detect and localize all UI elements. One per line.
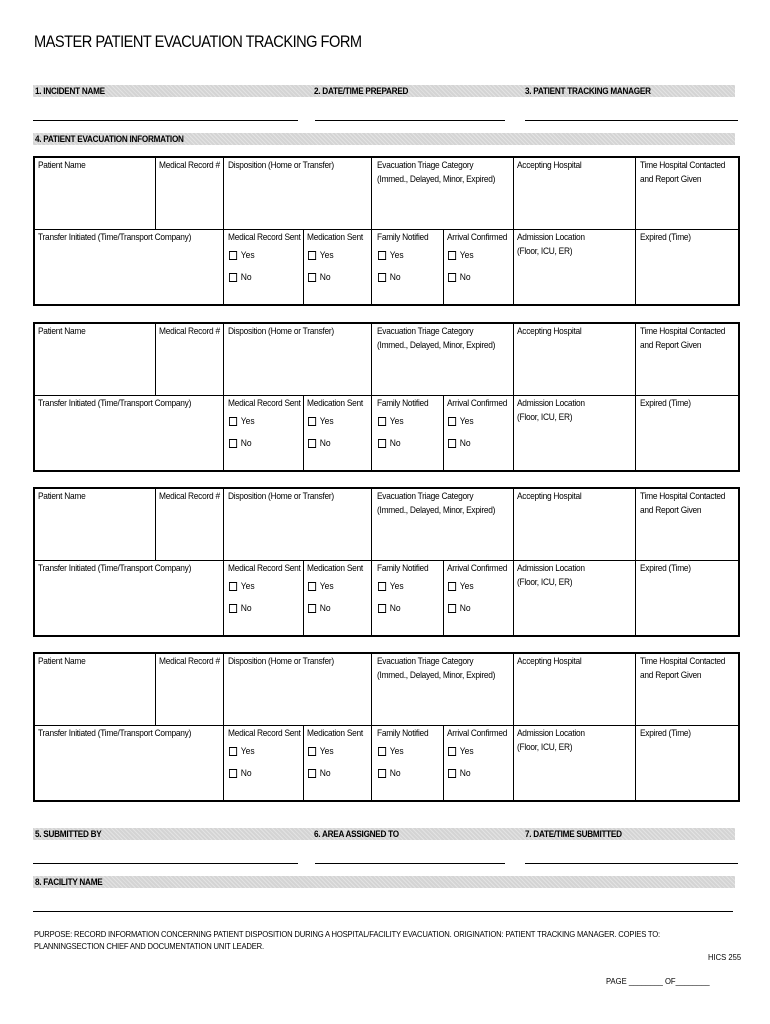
checkbox-label: No	[240, 768, 252, 779]
checkbox-icon[interactable]	[229, 251, 237, 260]
arrival-confirmed-yes-checkbox[interactable]	[448, 581, 474, 592]
form-title: MASTER PATIENT EVACUATION TRACKING FORM	[34, 32, 362, 51]
medical-record-sent-label: Medical Record Sent	[228, 728, 301, 739]
column-divider	[513, 561, 514, 635]
admission-location-label: Admission Location	[517, 563, 585, 574]
checkbox-icon[interactable]	[229, 604, 237, 613]
checkbox-label: Yes	[389, 416, 404, 427]
report-given-label: and Report Given	[640, 670, 702, 681]
column-divider	[513, 726, 514, 800]
family-notified-yes-checkbox[interactable]	[378, 746, 404, 757]
report-given-label: and Report Given	[640, 174, 702, 185]
column-divider	[155, 324, 156, 395]
medical-record-sent-no-checkbox[interactable]	[229, 768, 252, 779]
admission-location-options: (Floor, ICU, ER)	[517, 246, 573, 257]
medical-record-sent-no-checkbox[interactable]	[229, 438, 252, 449]
column-divider	[443, 726, 444, 800]
patient-row-1	[35, 158, 738, 230]
patient-block-3	[33, 487, 740, 637]
medical-record-sent-no-checkbox[interactable]	[229, 272, 252, 283]
column-divider	[513, 396, 514, 470]
arrival-confirmed-no-checkbox[interactable]	[448, 438, 471, 449]
arrival-confirmed-label: Arrival Confirmed	[447, 563, 508, 574]
checkbox-label: Yes	[319, 250, 334, 261]
date-time-submitted-label: 7. DATE/TIME SUBMITTED	[525, 829, 622, 840]
checkbox-label: Yes	[319, 581, 334, 592]
checkbox-icon[interactable]	[448, 273, 456, 282]
column-divider	[513, 489, 514, 560]
checkbox-label: Yes	[459, 250, 474, 261]
column-divider	[371, 726, 372, 800]
expired-time-label: Expired (Time)	[640, 728, 691, 739]
medication-sent-yes-checkbox[interactable]	[308, 746, 334, 757]
triage-category-label: Evacuation Triage Category	[377, 491, 474, 502]
area-assigned-field[interactable]	[315, 863, 505, 864]
triage-category-options: (Immed., Delayed, Minor, Expired)	[377, 174, 496, 185]
transfer-initiated-label: Transfer Initiated (Time/Transport Company)	[38, 398, 192, 409]
patient-row-2	[35, 726, 738, 800]
checkbox-icon[interactable]	[448, 417, 456, 426]
family-notified-label: Family Notified	[377, 232, 429, 243]
column-divider	[155, 158, 156, 229]
checkbox-icon[interactable]	[229, 747, 237, 756]
medical-record-sent-label: Medical Record Sent	[228, 563, 301, 574]
arrival-confirmed-no-checkbox[interactable]	[448, 603, 471, 614]
incident-name-label: 1. INCIDENT NAME	[35, 86, 105, 97]
checkbox-icon[interactable]	[308, 251, 316, 260]
column-divider	[635, 726, 636, 800]
date-time-prepared-field[interactable]	[315, 120, 505, 121]
checkbox-label: No	[389, 272, 401, 283]
triage-category-label: Evacuation Triage Category	[377, 326, 474, 337]
column-divider	[513, 654, 514, 725]
column-divider	[371, 230, 372, 304]
medical-record-label: Medical Record #	[159, 491, 220, 502]
column-divider	[513, 158, 514, 229]
checkbox-icon[interactable]	[378, 604, 386, 613]
admission-location-label: Admission Location	[517, 728, 585, 739]
patient-row-1	[35, 654, 738, 726]
section4-label: 4. PATIENT EVACUATION INFORMATION	[35, 134, 184, 145]
column-divider	[513, 324, 514, 395]
patient-row-2	[35, 561, 738, 635]
checkbox-label: No	[319, 272, 331, 283]
column-divider	[223, 654, 224, 725]
purpose-text: PURPOSE: RECORD INFORMATION CONCERNING PATIENT DISPOSITION DURING A HOSPITAL/FACILITY EVACUATION. ORIGINATION: PATIENT TRACKING MANAGER. COPIES TO: PLANNINGSECTION CHIEF AND DOCUMENTATION UNIT LEADER.	[34, 929, 661, 951]
family-notified-no-checkbox[interactable]	[378, 272, 401, 283]
column-divider	[513, 230, 514, 304]
column-divider	[371, 158, 372, 229]
expired-time-label: Expired (Time)	[640, 232, 691, 243]
admission-location-options: (Floor, ICU, ER)	[517, 577, 573, 588]
column-divider	[635, 396, 636, 470]
admission-location-label: Admission Location	[517, 232, 585, 243]
checkbox-label: Yes	[240, 746, 255, 757]
arrival-confirmed-label: Arrival Confirmed	[447, 398, 508, 409]
column-divider	[371, 654, 372, 725]
triage-category-options: (Immed., Delayed, Minor, Expired)	[377, 670, 496, 681]
patient-tracking-manager-field[interactable]	[525, 120, 738, 121]
submitted-by-field[interactable]	[33, 863, 298, 864]
checkbox-label: No	[459, 438, 471, 449]
family-notified-label: Family Notified	[377, 728, 429, 739]
checkbox-label: Yes	[389, 746, 404, 757]
family-notified-yes-checkbox[interactable]	[378, 416, 404, 427]
expired-time-label: Expired (Time)	[640, 563, 691, 574]
column-divider	[635, 489, 636, 560]
family-notified-no-checkbox[interactable]	[378, 438, 401, 449]
arrival-confirmed-no-checkbox[interactable]	[448, 768, 471, 779]
date-time-submitted-field[interactable]	[525, 863, 738, 864]
checkbox-icon[interactable]	[308, 417, 316, 426]
column-divider	[223, 230, 224, 304]
column-divider	[443, 561, 444, 635]
patient-row-1	[35, 489, 738, 561]
checkbox-label: No	[459, 272, 471, 283]
patient-block-2	[33, 322, 740, 472]
checkbox-icon[interactable]	[308, 747, 316, 756]
accepting-hospital-label: Accepting Hospital	[517, 326, 582, 337]
incident-name-field[interactable]	[33, 120, 298, 121]
patient-name-label: Patient Name	[38, 160, 86, 171]
column-divider	[371, 489, 372, 560]
patient-name-label: Patient Name	[38, 326, 86, 337]
accepting-hospital-label: Accepting Hospital	[517, 656, 582, 667]
medication-sent-no-checkbox[interactable]	[308, 438, 331, 449]
column-divider	[443, 396, 444, 470]
report-given-label: and Report Given	[640, 340, 702, 351]
disposition-label: Disposition (Home or Transfer)	[228, 160, 334, 171]
checkbox-icon[interactable]	[378, 417, 386, 426]
family-notified-no-checkbox[interactable]	[378, 603, 401, 614]
medication-sent-yes-checkbox[interactable]	[308, 581, 334, 592]
checkbox-icon[interactable]	[448, 769, 456, 778]
form-id: HICS 255	[708, 952, 742, 962]
checkbox-icon[interactable]	[229, 439, 237, 448]
patient-block-1	[33, 156, 740, 306]
patient-row-1	[35, 324, 738, 396]
arrival-confirmed-yes-checkbox[interactable]	[448, 250, 474, 261]
medical-record-sent-yes-checkbox[interactable]	[229, 746, 255, 757]
checkbox-label: Yes	[319, 746, 334, 757]
medical-record-sent-label: Medical Record Sent	[228, 398, 301, 409]
admission-location-options: (Floor, ICU, ER)	[517, 412, 573, 423]
facility-name-field[interactable]	[33, 911, 733, 912]
checkbox-label: No	[319, 603, 331, 614]
patient-tracking-manager-label: 3. PATIENT TRACKING MANAGER	[525, 86, 651, 97]
medication-sent-yes-checkbox[interactable]	[308, 250, 334, 261]
checkbox-label: No	[240, 438, 252, 449]
triage-category-options: (Immed., Delayed, Minor, Expired)	[377, 340, 496, 351]
date-time-prepared-label: 2. DATE/TIME PREPARED	[314, 86, 409, 97]
column-divider	[371, 324, 372, 395]
transfer-initiated-label: Transfer Initiated (Time/Transport Company)	[38, 232, 192, 243]
medication-sent-no-checkbox[interactable]	[308, 272, 331, 283]
checkbox-icon[interactable]	[448, 582, 456, 591]
column-divider	[223, 489, 224, 560]
accepting-hospital-label: Accepting Hospital	[517, 491, 582, 502]
checkbox-label: Yes	[389, 581, 404, 592]
medical-record-label: Medical Record #	[159, 656, 220, 667]
checkbox-icon[interactable]	[448, 439, 456, 448]
column-divider	[303, 396, 304, 470]
checkbox-label: No	[240, 272, 252, 283]
medical-record-sent-no-checkbox[interactable]	[229, 603, 252, 614]
checkbox-label: No	[240, 603, 252, 614]
medication-sent-label: Medication Sent	[307, 398, 363, 409]
patient-name-label: Patient Name	[38, 656, 86, 667]
time-contacted-label: Time Hospital Contacted	[640, 656, 726, 667]
triage-category-label: Evacuation Triage Category	[377, 160, 474, 171]
medication-sent-label: Medication Sent	[307, 232, 363, 243]
checkbox-icon[interactable]	[378, 251, 386, 260]
medication-sent-no-checkbox[interactable]	[308, 768, 331, 779]
column-divider	[635, 324, 636, 395]
checkbox-icon[interactable]	[229, 582, 237, 591]
checkbox-icon[interactable]	[308, 582, 316, 591]
transfer-initiated-label: Transfer Initiated (Time/Transport Company)	[38, 728, 192, 739]
medical-record-sent-yes-checkbox[interactable]	[229, 581, 255, 592]
checkbox-label: No	[319, 438, 331, 449]
column-divider	[223, 726, 224, 800]
submitted-by-label: 5. SUBMITTED BY	[35, 829, 102, 840]
checkbox-label: Yes	[459, 581, 474, 592]
medical-record-label: Medical Record #	[159, 160, 220, 171]
checkbox-label: Yes	[319, 416, 334, 427]
triage-category-options: (Immed., Delayed, Minor, Expired)	[377, 505, 496, 516]
column-divider	[223, 561, 224, 635]
checkbox-label: No	[389, 438, 401, 449]
column-divider	[371, 396, 372, 470]
medical-record-label: Medical Record #	[159, 326, 220, 337]
checkbox-label: Yes	[459, 416, 474, 427]
facility-bar	[33, 876, 735, 888]
checkbox-icon[interactable]	[378, 769, 386, 778]
patient-block-4	[33, 652, 740, 802]
checkbox-label: No	[389, 768, 401, 779]
checkbox-label: No	[459, 603, 471, 614]
checkbox-label: Yes	[240, 416, 255, 427]
checkbox-icon[interactable]	[378, 439, 386, 448]
page-number-label: PAGE ________ OF________	[606, 976, 710, 986]
column-divider	[303, 561, 304, 635]
checkbox-label: Yes	[240, 250, 255, 261]
checkbox-icon[interactable]	[378, 582, 386, 591]
column-divider	[635, 654, 636, 725]
checkbox-icon[interactable]	[308, 604, 316, 613]
time-contacted-label: Time Hospital Contacted	[640, 160, 726, 171]
column-divider	[635, 561, 636, 635]
checkbox-icon[interactable]	[448, 604, 456, 613]
medication-sent-yes-checkbox[interactable]	[308, 416, 334, 427]
column-divider	[155, 489, 156, 560]
column-divider	[635, 230, 636, 304]
checkbox-icon[interactable]	[378, 273, 386, 282]
patient-row-2	[35, 230, 738, 304]
checkbox-icon[interactable]	[229, 417, 237, 426]
family-notified-label: Family Notified	[377, 563, 429, 574]
disposition-label: Disposition (Home or Transfer)	[228, 656, 334, 667]
column-divider	[223, 396, 224, 470]
report-given-label: and Report Given	[640, 505, 702, 516]
arrival-confirmed-label: Arrival Confirmed	[447, 232, 508, 243]
transfer-initiated-label: Transfer Initiated (Time/Transport Company)	[38, 563, 192, 574]
arrival-confirmed-yes-checkbox[interactable]	[448, 746, 474, 757]
expired-time-label: Expired (Time)	[640, 398, 691, 409]
checkbox-label: Yes	[459, 746, 474, 757]
medication-sent-label: Medication Sent	[307, 728, 363, 739]
arrival-confirmed-no-checkbox[interactable]	[448, 272, 471, 283]
checkbox-label: No	[389, 603, 401, 614]
patient-row-2	[35, 396, 738, 470]
medical-record-sent-yes-checkbox[interactable]	[229, 250, 255, 261]
column-divider	[443, 230, 444, 304]
accepting-hospital-label: Accepting Hospital	[517, 160, 582, 171]
disposition-label: Disposition (Home or Transfer)	[228, 326, 334, 337]
checkbox-icon[interactable]	[448, 251, 456, 260]
column-divider	[371, 561, 372, 635]
column-divider	[303, 726, 304, 800]
medication-sent-no-checkbox[interactable]	[308, 603, 331, 614]
admission-location-label: Admission Location	[517, 398, 585, 409]
checkbox-icon[interactable]	[229, 769, 237, 778]
checkbox-label: No	[319, 768, 331, 779]
checkbox-icon[interactable]	[308, 769, 316, 778]
family-notified-label: Family Notified	[377, 398, 429, 409]
admission-location-options: (Floor, ICU, ER)	[517, 742, 573, 753]
checkbox-label: Yes	[240, 581, 255, 592]
family-notified-yes-checkbox[interactable]	[378, 250, 404, 261]
column-divider	[155, 654, 156, 725]
triage-category-label: Evacuation Triage Category	[377, 656, 474, 667]
checkbox-icon[interactable]	[308, 439, 316, 448]
column-divider	[223, 158, 224, 229]
medical-record-sent-label: Medical Record Sent	[228, 232, 301, 243]
column-divider	[635, 158, 636, 229]
patient-name-label: Patient Name	[38, 491, 86, 502]
time-contacted-label: Time Hospital Contacted	[640, 491, 726, 502]
facility-name-label: 8. FACILITY NAME	[35, 877, 103, 888]
checkbox-icon[interactable]	[448, 747, 456, 756]
checkbox-icon[interactable]	[229, 273, 237, 282]
medical-record-sent-yes-checkbox[interactable]	[229, 416, 255, 427]
checkbox-icon[interactable]	[308, 273, 316, 282]
checkbox-label: Yes	[389, 250, 404, 261]
arrival-confirmed-yes-checkbox[interactable]	[448, 416, 474, 427]
column-divider	[223, 324, 224, 395]
area-assigned-label: 6. AREA ASSIGNED TO	[314, 829, 399, 840]
checkbox-label: No	[459, 768, 471, 779]
disposition-label: Disposition (Home or Transfer)	[228, 491, 334, 502]
medication-sent-label: Medication Sent	[307, 563, 363, 574]
arrival-confirmed-label: Arrival Confirmed	[447, 728, 508, 739]
column-divider	[303, 230, 304, 304]
time-contacted-label: Time Hospital Contacted	[640, 326, 726, 337]
family-notified-yes-checkbox[interactable]	[378, 581, 404, 592]
checkbox-icon[interactable]	[378, 747, 386, 756]
family-notified-no-checkbox[interactable]	[378, 768, 401, 779]
